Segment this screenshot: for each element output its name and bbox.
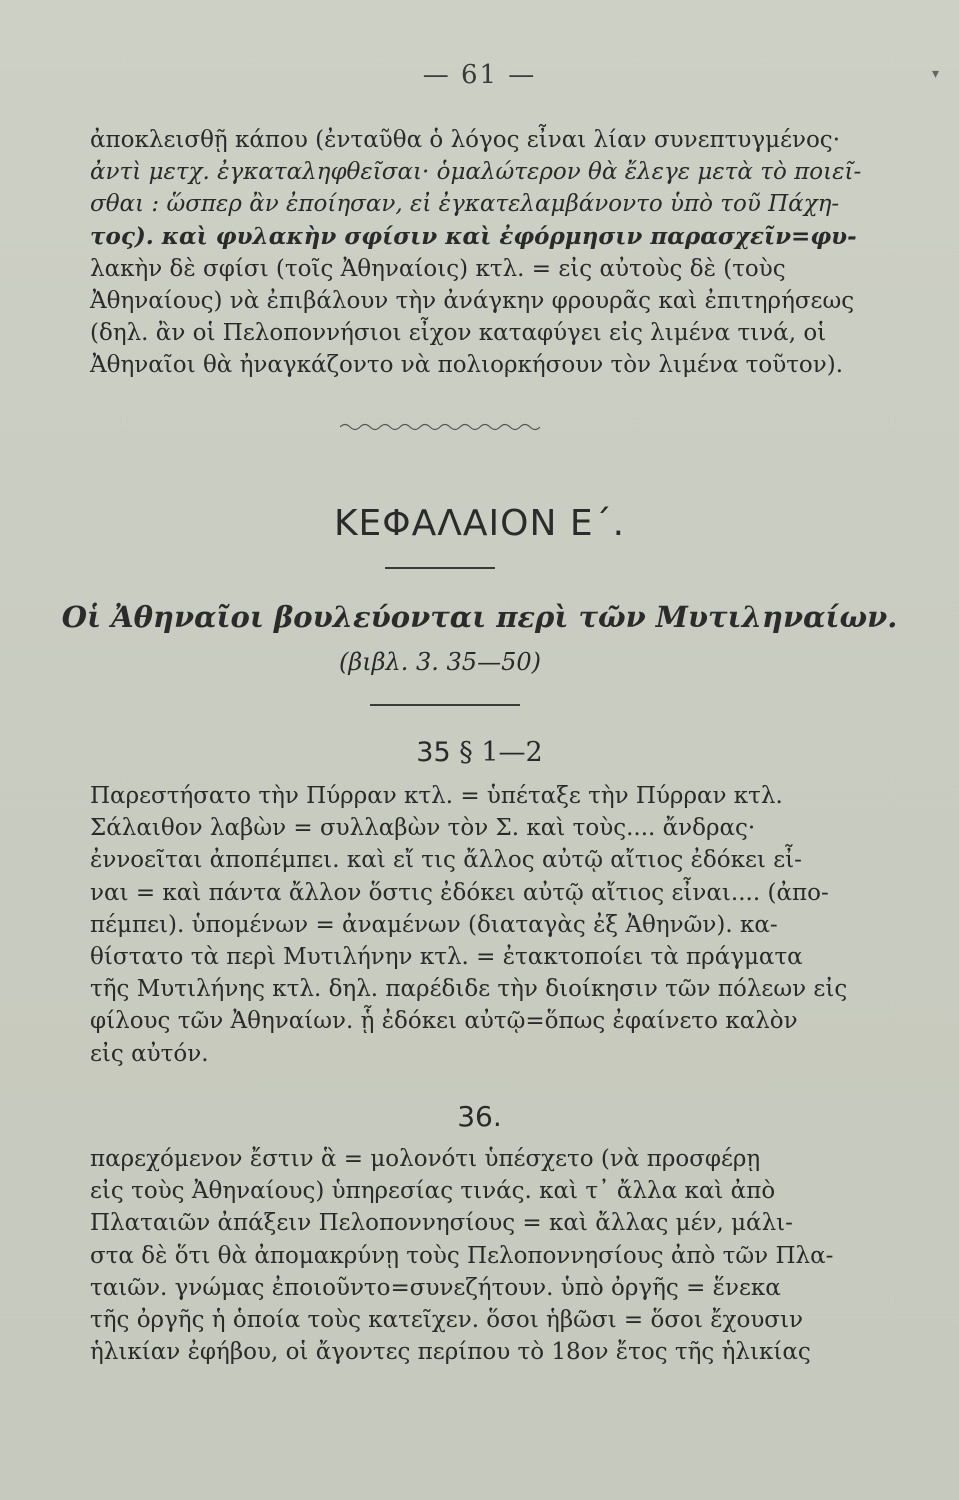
text-line: ταιῶν. γνώμας ἐποιοῦντο=συνεζήτουν. ὑπὸ ὀργῆς = ἕνεκα — [90, 1274, 781, 1301]
text-line: ἐννοεῖται ἀποπέμπει. καὶ εἴ τις ἄλλος αὐτῷ αἴτιος ἐδόκει εἶ- — [90, 847, 802, 874]
text-line: Ἀθηναίους) νὰ ἐπιβάλουν τὴν ἀνάγκην φρουρᾶς καὶ ἐπιτηρήσεως — [90, 288, 855, 315]
text-line: τῆς Μυτιλήνης κτλ. δηλ. παρέδιδε τὴν διοίκησιν τῶν πόλεων εἰς — [90, 976, 848, 1003]
section-36-text — [90, 1143, 840, 1368]
text-line: φίλους τῶν Ἀθηναίων. ᾗ ἐδόκει αὐτῷ=ὅπως ἐφαίνετο καλὸν — [90, 1008, 798, 1035]
corner-mark: ▾ — [931, 66, 939, 82]
text-line: πέμπει). ὑπομένων = ἀναμένων (διαταγὰς ἐξ Ἀθηνῶν). κα- — [90, 911, 778, 938]
text-line: Σάλαιθον λαβὼν = συλλαβὼν τὸν Σ. καὶ τοὺς.... ἄνδρας· — [90, 815, 756, 842]
section-35-heading — [0, 737, 959, 768]
text-line: Πλαταιῶν ἀπάξειν Πελοποννησίους = καὶ ἄλλας μέν, μάλι- — [90, 1210, 793, 1237]
section-number: 35 — [416, 737, 451, 768]
text-line: ἀποκλεισθῇ κάπου (ἐνταῦθα ὁ λόγος εἶναι λίαν συνεπτυγμένος· — [90, 127, 841, 153]
subtitle-rule — [370, 704, 520, 706]
text-line: ναι = καὶ πάντα ἄλλον ὅστις ἐδόκει αὐτῷ αἴτιος εἶναι.... (ἀπο- — [90, 879, 829, 906]
text-line: τος). καὶ φυλακὴν σφίσιν καὶ ἐφόρμησιν παρασχεῖν=φυ- — [90, 222, 857, 250]
page-number: — 61 — — [422, 60, 537, 90]
text-line: παρεχόμενον ἔστιν ἃ = μολονότι ὑπέσχετο (νὰ προσφέρῃ — [90, 1146, 761, 1172]
text-line: Παρεστήσατο τὴν Πύρραν κτλ. = ὑπέταξε τὴν Πύρραν κτλ. — [90, 783, 783, 809]
text-line: λακὴν δὲ σφίσι (τοῖς Ἀθηναίοις) κτλ. = εἰς αὐτοὺς δὲ (τοὺς — [90, 255, 786, 282]
chapter-subtitle: Οἱ Ἀθηναῖοι βουλεύονται περὶ τῶν Μυτιληναίων. — [61, 600, 898, 634]
text-line: Ἀθηναῖοι θὰ ἠναγκάζοντο νὰ πολιορκήσουν τὸν λιμένα τοῦτον). — [90, 352, 844, 379]
text-line: θίστατο τὰ περὶ Μυτιλήνην κτλ. = ἐτακτοποίει τὰ πράγματα — [90, 944, 803, 971]
text-line: σθαι : ὥσπερ ἂν ἐποίησαν, εἰ ἐγκατελαμβάνοντο ὑπὸ τοῦ Πάχη- — [90, 191, 840, 218]
section-paragraph-ref: § 1—2 — [459, 737, 543, 768]
section-35-text — [90, 780, 848, 1070]
section-36-heading: 36. — [457, 1100, 502, 1133]
text-line: τῆς ὀργῆς ἡ ὁποία τοὺς κατεῖχεν. ὅσοι ἡβῶσι = ὅσοι ἔχουσιν — [90, 1307, 804, 1334]
chapter-title: ΚΕΦΑΛΑΙΟΝ Ε΄. — [333, 503, 626, 544]
text-line: στα δὲ ὅτι θὰ ἀπομακρύνῃ τοὺς Πελοποννησίους ἀπὸ τῶν Πλα- — [90, 1242, 834, 1269]
text-line: εἰς αὐτόν. — [90, 1040, 209, 1067]
top-paragraph — [90, 124, 862, 382]
text-line: ἀντὶ μετχ. ἐγκαταληφθεῖσαι· ὁμαλώτερον θὰ ἔλεγε μετὰ τὸ ποιεῖ- — [90, 159, 862, 186]
wavy-divider — [340, 422, 540, 432]
text-line: εἰς τοὺς Ἀθηναίους) ὑπηρεσίας τινάς. καὶ τ᾿ ἄλλα καὶ ἀπὸ — [90, 1178, 776, 1205]
chapter-reference: (βιβλ. 3. 35—50) — [339, 648, 541, 676]
text-line: (δηλ. ἂν οἱ Πελοποννήσιοι εἶχον καταφύγει εἰς λιμένα τινά, οἱ — [90, 320, 827, 347]
chapter-rule — [385, 567, 495, 569]
text-line: ἡλικίαν ἐφήβου, οἱ ἄγοντες περίπου τὸ 18ον ἔτος τῆς ἡλικίας — [90, 1339, 811, 1366]
